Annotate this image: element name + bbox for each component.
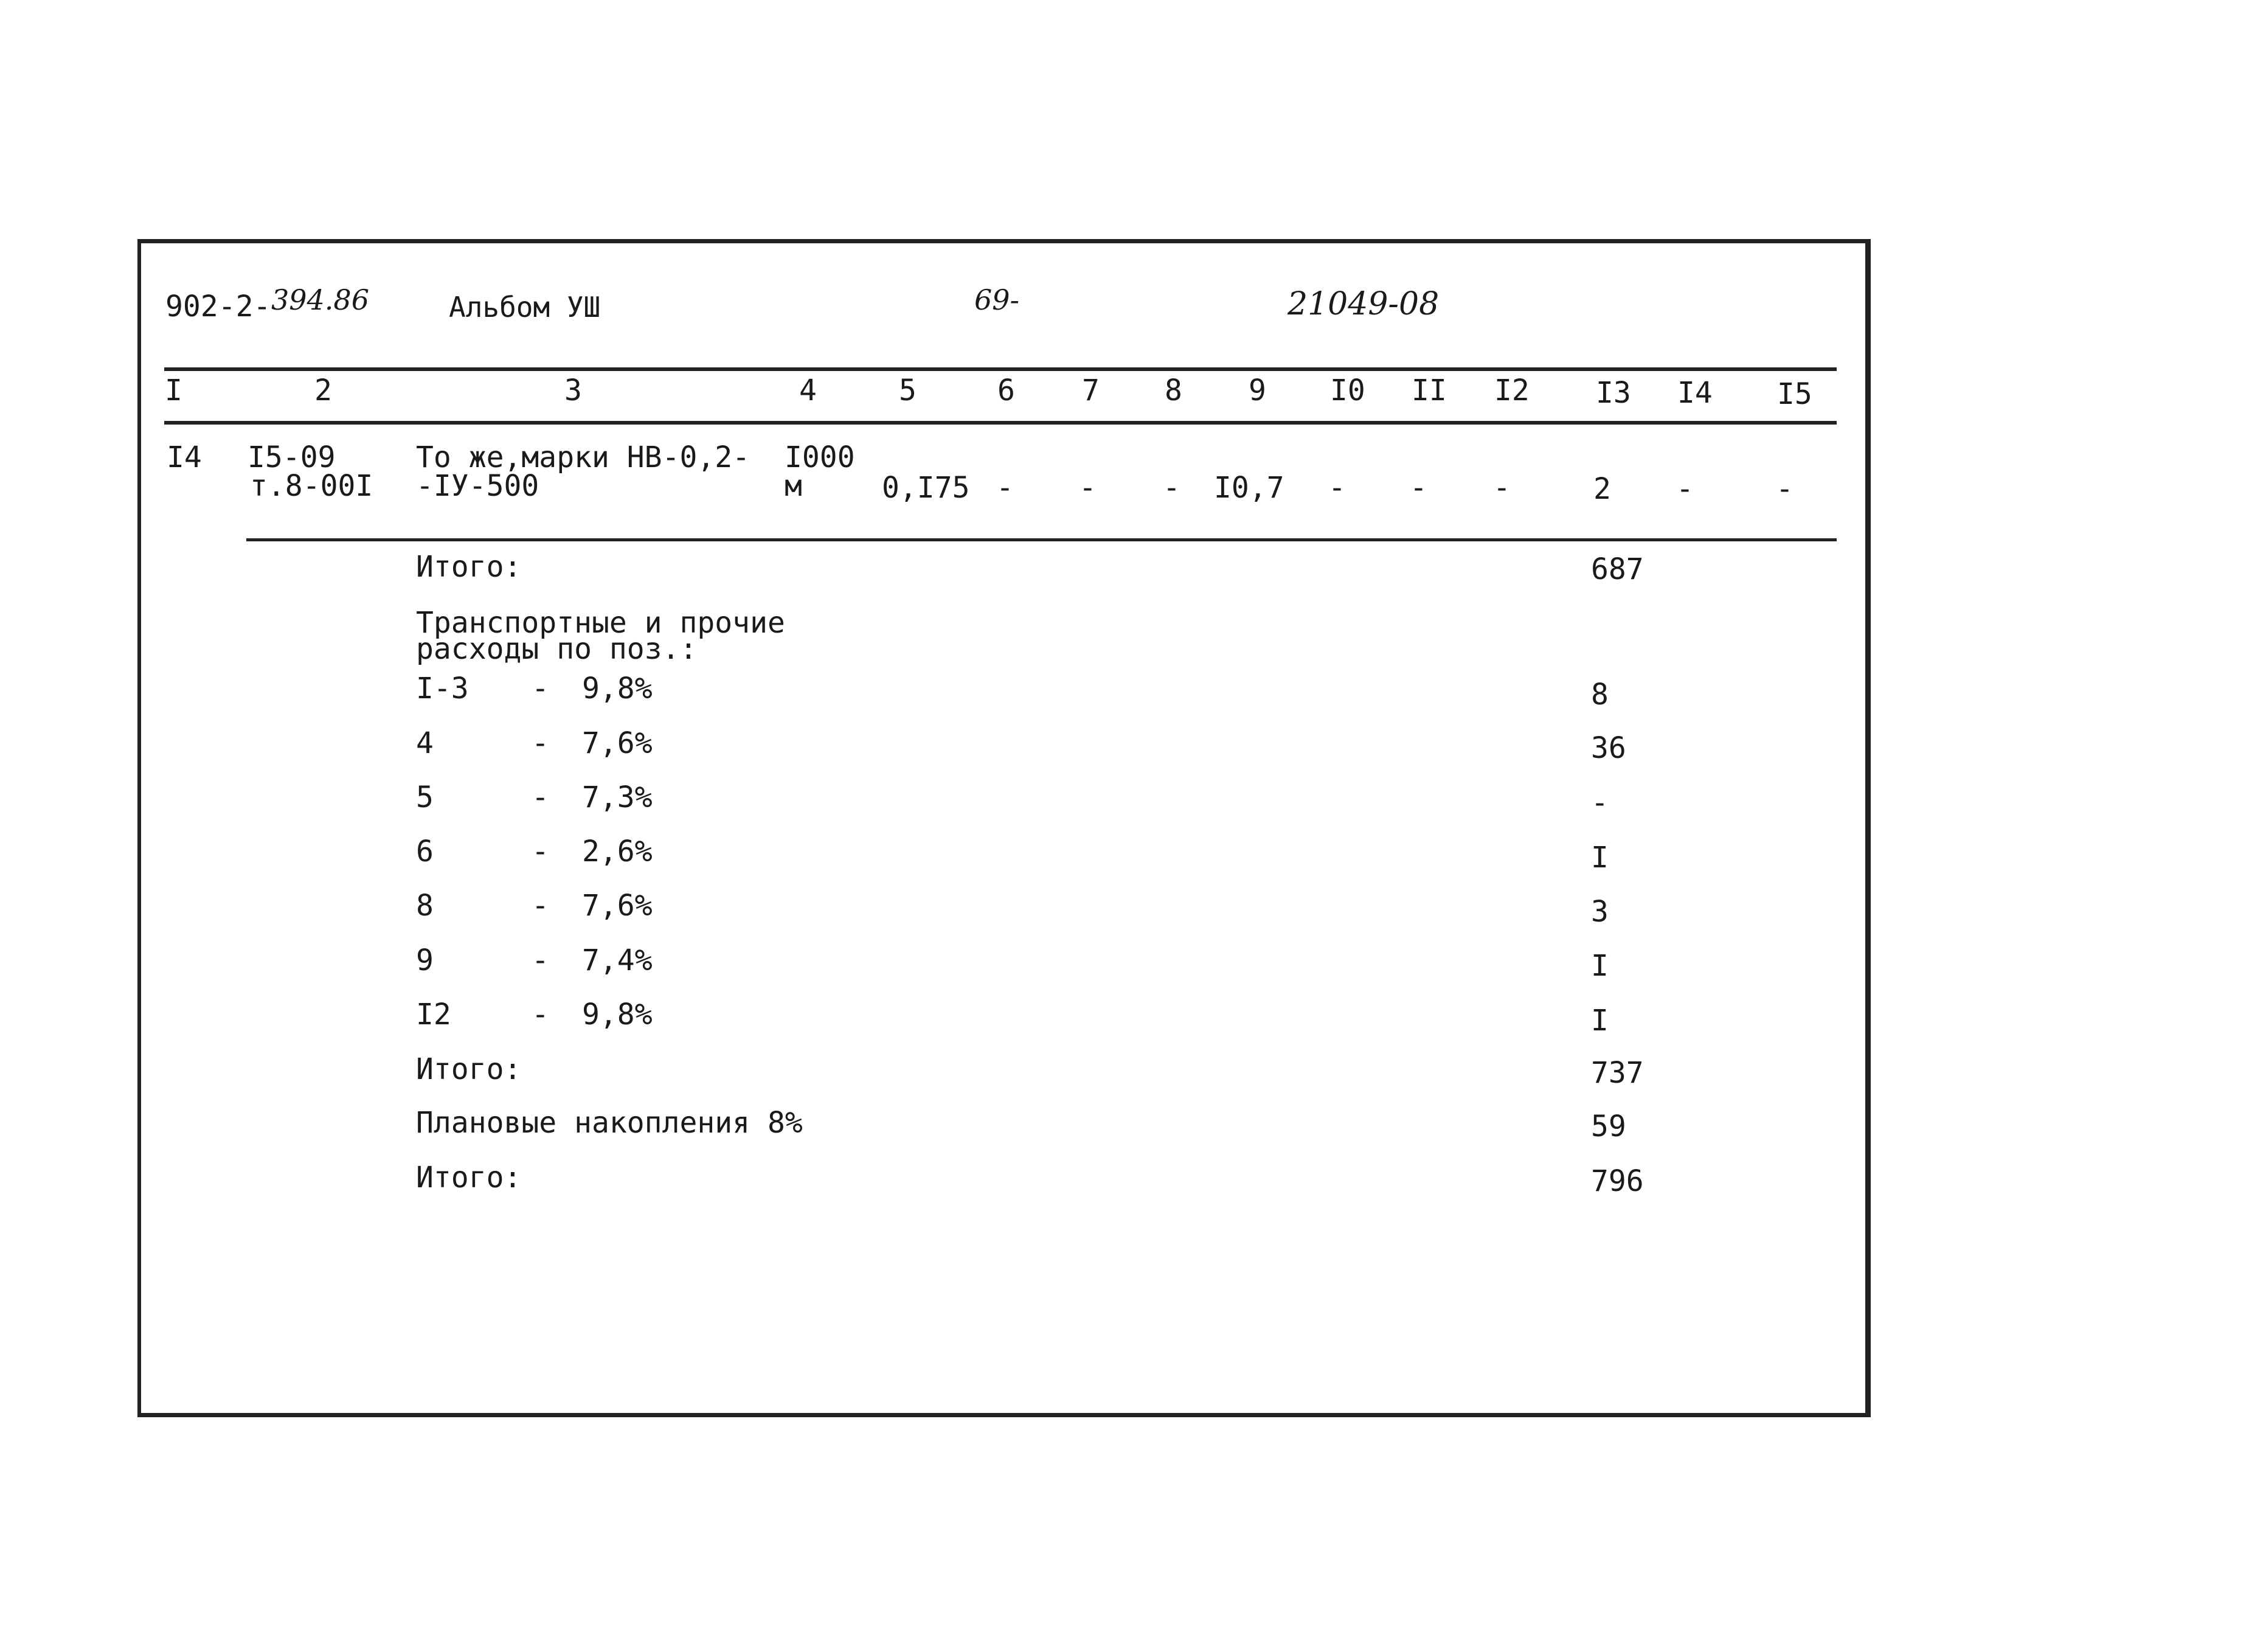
page-number: 69-: [974, 283, 1020, 316]
row-col9: I0,7: [1214, 471, 1284, 505]
album-title: Альбом УШ: [449, 291, 601, 324]
col-header-3: 3: [564, 373, 582, 408]
col-header-9: 9: [1249, 373, 1266, 408]
total-value-1: 687: [1591, 552, 1644, 586]
transport-item-pos: 9: [416, 943, 434, 977]
row-col7: -: [1079, 471, 1097, 505]
transport-item-value: 8: [1591, 678, 1609, 712]
transport-item-value: I: [1591, 841, 1609, 875]
row-code-line1: I5-09: [248, 440, 336, 474]
transport-item-dash: -: [532, 726, 549, 760]
col-header-5: 5: [899, 373, 917, 408]
transport-item-pos: 4: [416, 726, 434, 760]
row-description-line1: То же,марки НВ-0,2-: [416, 440, 750, 474]
transport-item-percent: 7,4%: [582, 943, 653, 977]
col-header-6: 6: [997, 373, 1015, 408]
transport-item-percent: 7,3%: [582, 780, 653, 814]
transport-item-percent: 7,6%: [582, 889, 653, 923]
row-unit-line1: I000: [785, 440, 855, 474]
reference-number: 21049-08: [1287, 286, 1440, 322]
transport-item-pos: 8: [416, 889, 434, 923]
row-description-line2: -IУ-500: [416, 469, 539, 503]
col-header-12: I2: [1494, 373, 1530, 408]
col-header-14: I4: [1677, 376, 1713, 410]
col-header-7: 7: [1082, 373, 1100, 408]
transport-item-value: 36: [1591, 731, 1626, 765]
row-col14: -: [1676, 472, 1694, 506]
col-header-11: II: [1412, 373, 1447, 408]
row-col13: 2: [1593, 472, 1611, 506]
transport-item-percent: 7,6%: [582, 726, 653, 760]
total-label-3: Итого:: [416, 1161, 522, 1195]
row-col12: -: [1493, 471, 1511, 505]
transport-item-value: 3: [1591, 895, 1609, 929]
col-header-13: I3: [1596, 376, 1631, 410]
transport-item-percent: 2,6%: [582, 835, 653, 869]
total-label-1: Итого:: [416, 550, 522, 584]
transport-item-dash: -: [532, 780, 549, 814]
transport-item-pos: I2: [416, 998, 451, 1032]
document-frame: [137, 239, 1871, 1417]
header-rule-bottom: [164, 421, 1837, 425]
row-col11: -: [1410, 471, 1427, 505]
row-separator: [246, 538, 1837, 541]
total-value-2: 737: [1591, 1056, 1644, 1090]
transport-item-dash: -: [532, 943, 549, 977]
transport-item-percent: 9,8%: [582, 998, 653, 1032]
row-col6: -: [996, 471, 1014, 505]
header-rule-top: [164, 367, 1837, 371]
col-header-15: I5: [1777, 377, 1812, 411]
total-label-2: Итого:: [416, 1052, 522, 1086]
total-value-3: 796: [1591, 1164, 1644, 1198]
transport-item-value: -: [1591, 786, 1609, 820]
row-col15: -: [1776, 472, 1793, 506]
doc-code: 902-2-: [165, 290, 271, 324]
row-number: I4: [167, 440, 202, 474]
row-code-line2: т.8-00I: [250, 469, 373, 503]
row-col5: 0,I75: [882, 471, 970, 505]
col-header-10: I0: [1330, 373, 1365, 408]
transport-item-percent: 9,8%: [582, 672, 653, 706]
row-col10: -: [1328, 471, 1346, 505]
planned-savings-label: Плановые накопления 8%: [416, 1106, 803, 1140]
transport-item-value: I: [1591, 949, 1609, 983]
col-header-1: I: [165, 373, 182, 408]
planned-savings-value: 59: [1591, 1109, 1626, 1144]
transport-item-pos: 5: [416, 780, 434, 814]
transport-item-value: I: [1591, 1004, 1609, 1038]
transport-heading-line2: расходы по поз.:: [416, 632, 698, 666]
col-header-2: 2: [314, 373, 332, 408]
col-header-8: 8: [1165, 373, 1182, 408]
transport-item-dash: -: [532, 998, 549, 1032]
transport-item-dash: -: [532, 889, 549, 923]
transport-item-pos: I-3: [416, 672, 469, 706]
transport-heading-line1: Транспортные и прочие: [416, 606, 785, 640]
row-unit-line2: м: [785, 469, 802, 503]
col-header-4: 4: [799, 373, 817, 408]
doc-code-handwritten: 394.86: [271, 283, 369, 316]
transport-item-pos: 6: [416, 835, 434, 869]
transport-item-dash: -: [532, 835, 549, 869]
transport-item-dash: -: [532, 672, 549, 706]
row-col8: -: [1163, 471, 1180, 505]
